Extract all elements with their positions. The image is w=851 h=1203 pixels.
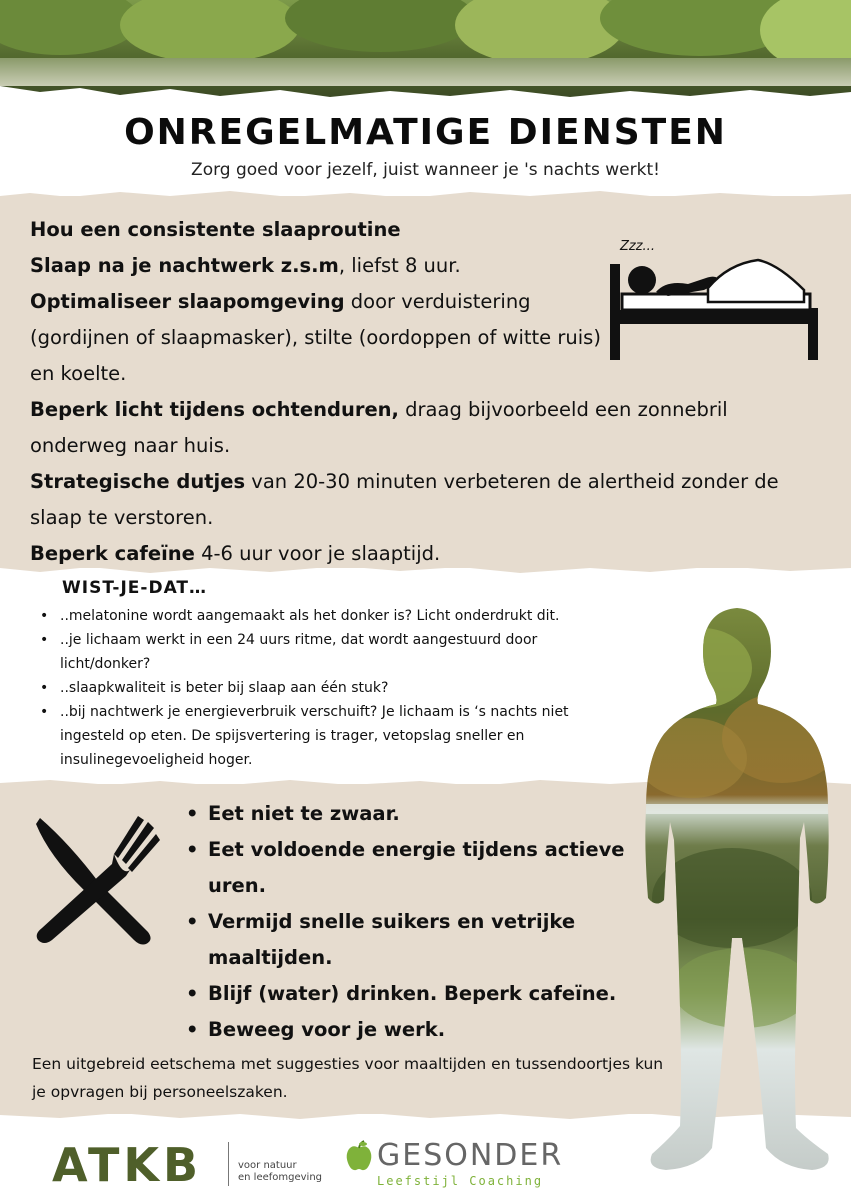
atkb-tagline-line2: en leefomgeving (238, 1172, 323, 1183)
wist-je-dat-list (36, 604, 626, 772)
apple-icon (345, 1140, 373, 1172)
sleep-tip-caffeine-bold: Beperk cafeïne (30, 542, 195, 565)
sleep-tip-after-work-text: , liefst 8 uur. (338, 254, 461, 277)
list-item: • Vermijd snelle suikers en vetrijke maaltijden. (186, 904, 626, 976)
sleep-tip-environment-text: door verduistering (gordijnen of slaapmasker), stilte (oordoppen of witte ruis) en koelte. (30, 290, 601, 385)
sleep-tip-naps-text: van 20-30 minuten verbeteren de alertheid zonder de slaap te verstoren. (30, 470, 779, 529)
list-item: • Eet niet te zwaar. (186, 796, 626, 832)
list-item: • Beweeg voor je werk. (186, 1012, 626, 1048)
wist-je-dat-title: WIST-JE-DAT… (62, 578, 208, 598)
list-item: • ..melatonine wordt aangemaakt als het donker is? Licht onderdrukt dit. (36, 604, 626, 628)
knife-fork-icon (30, 814, 160, 949)
gesonder-logo (345, 1136, 575, 1192)
sleeping-person-bed-icon (608, 234, 820, 364)
atkb-name: ATKB (52, 1138, 203, 1192)
sleep-tip-naps-bold: Strategische dutjes (30, 470, 246, 493)
atkb-tagline (238, 1160, 322, 1184)
atkb-tagline-line1: voor natuur (238, 1160, 297, 1171)
page-title: ONREGELMATIGE DIENSTEN (124, 112, 727, 153)
list-item: • ..slaapkwaliteit is beter bij slaap aan één stuk? (36, 676, 626, 700)
sleep-tip-after-work-bold: Slaap na je nachtwerk z.s.m (30, 254, 339, 277)
atkb-logo (52, 1138, 327, 1190)
sleep-tip-routine-bold: Hou een consistente slaaproutine (30, 218, 401, 241)
sleep-tip-caffeine-text: 4-6 uur voor je slaaptijd. (194, 542, 441, 565)
food-tips-list (186, 796, 626, 1048)
sleep-tip-caffeine (30, 536, 820, 572)
forest-person-silhouette-icon (632, 608, 842, 1174)
sleep-tip-light-text: draag bijvoorbeeld een zonnebril onderweg naar huis. (30, 398, 728, 457)
logo-divider (228, 1142, 229, 1186)
list-item: • ..je lichaam werkt in een 24 uurs ritme, dat wordt aangestuurd door licht/donker? (36, 628, 626, 676)
list-item: • Blijf (water) drinken. Beperk cafeïne. (186, 976, 626, 1012)
bed-caption: Zzz... (620, 239, 655, 254)
forest-banner-image (0, 0, 851, 98)
food-footnote: Een uitgebreid eetschema met suggesties voor maaltijden en tussendoortjes kun je opvragen bij personeelszaken. (32, 1055, 664, 1101)
gesonder-tagline: Leefstijl Coaching (377, 1174, 544, 1188)
page-subtitle: Zorg goed voor jezelf, juist wanneer je 's nachts werkt! (191, 160, 660, 180)
sleep-tip-environment (30, 284, 620, 392)
sleep-tip-naps (30, 464, 820, 536)
list-item: • Eet voldoende energie tijdens actieve uren. (186, 832, 626, 904)
list-item: • ..bij nachtwerk je energieverbruik verschuift? Je lichaam is ‘s nachts niet ingesteld op eten. De spijsvertering is trager, vetopslag sneller en insulinegevoeligheid hoger. (36, 700, 626, 772)
sleep-tip-light-bold: Beperk licht tijdens ochtenduren, (30, 398, 399, 421)
gesonder-name: GESONDER (377, 1138, 564, 1173)
sleep-tip-environment-bold: Optimaliseer slaapomgeving (30, 290, 345, 313)
sleep-tip-light (30, 392, 820, 464)
